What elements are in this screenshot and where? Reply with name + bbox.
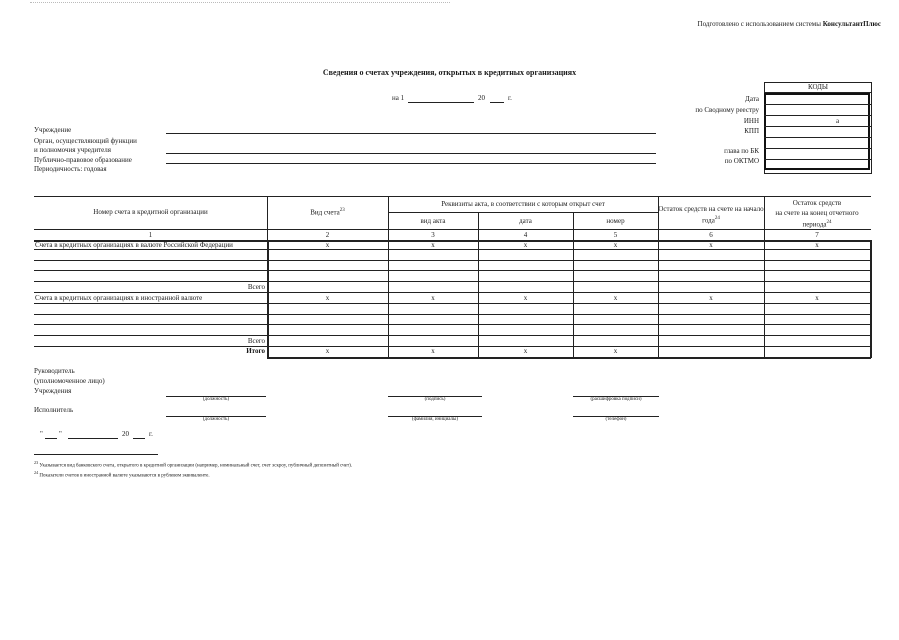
sig-date-quote-close: "	[59, 430, 62, 438]
sig-date-month-field[interactable]	[68, 438, 118, 439]
row-foreign-accounts-label: Счета в кредитных организациях в иностранной валюте	[35, 294, 203, 302]
sig-executor-label: Исполнитель	[34, 406, 74, 414]
footnote-23-mark: 23	[34, 460, 39, 465]
row-line-7	[34, 314, 871, 315]
row-foreign-x-col7: x	[815, 294, 819, 302]
col-number-7: 7	[815, 231, 819, 239]
col2-footnote-ref: 23	[339, 208, 345, 213]
row-foreign-x-col2: x	[325, 294, 330, 302]
row-rub-total-label: Всего	[247, 283, 265, 291]
row-line-2	[34, 260, 871, 261]
row-foreign-x-col5: x	[613, 294, 618, 302]
col-header-start-balance	[658, 205, 764, 225]
row-grand-x-col2: x	[325, 347, 330, 355]
table-subheader-divider	[388, 212, 658, 213]
col7-line1: Остаток средств	[792, 199, 842, 207]
row-rub-accounts-label: Счета в кредитных организациях в валюте Российской Федерации	[35, 241, 233, 249]
row-line-3	[34, 270, 871, 271]
footnote-23-text: Указывается вид банковского счета, открытого в кредитной организации (например, номинальный счет, счет эскроу, публичный депозитный счет).	[39, 463, 353, 469]
row-grand-x-col3: x	[431, 347, 435, 355]
col-number-2: 2	[325, 231, 330, 239]
col-number-4: 4	[523, 231, 528, 239]
date-prefix: на 1	[392, 94, 405, 102]
row-line-1	[34, 249, 871, 250]
date-line	[392, 94, 404, 102]
col-header-act-date: дата	[519, 217, 532, 225]
row-line-6	[34, 303, 871, 304]
field-organ-line[interactable]	[166, 153, 656, 154]
code-row-div-2	[764, 115, 872, 116]
col-header-account-type	[267, 208, 388, 216]
col7-line2: на счете на конец отчетного	[775, 209, 859, 217]
code-label-inn: ИНН	[743, 117, 759, 125]
col6-footnote-ref: 24	[714, 216, 720, 221]
row-grand-total-label: Итого	[246, 347, 265, 355]
row-rub-x-col7: x	[815, 241, 819, 249]
footnote-24-text: Показатели счетов в иностранной валюте указываются в рублевом эквиваленте.	[39, 473, 210, 479]
footnote-23	[34, 460, 352, 469]
code-label-kpp: КПП	[744, 127, 759, 135]
date-year: 20	[478, 94, 485, 102]
code-row-div-3	[764, 126, 872, 127]
row-rub-x-col3: x	[431, 241, 435, 249]
col-number-3: 3	[431, 231, 435, 239]
document-title: Сведения о счетах учреждения, открытых в кредитных организациях	[322, 68, 577, 77]
col7-line3: периода	[802, 220, 827, 229]
table-right-border	[870, 240, 872, 358]
code-label-budget-chapter: глава по БК	[724, 147, 759, 155]
code-row-div-6	[764, 159, 872, 160]
sig-caption-fio: (фамилия, инициалы)	[411, 417, 459, 422]
footnote-separator	[34, 454, 158, 455]
row-line-4	[34, 281, 871, 282]
row-line-5	[34, 292, 871, 293]
sig-caption-position: (должность)	[202, 397, 230, 402]
code-row-div-4	[764, 137, 872, 138]
field-organ-label-2: и полномочия учредителя	[34, 146, 111, 154]
col-header-act-type: вид акта	[420, 217, 446, 225]
code-label-registry: по Сводному реестру	[695, 106, 759, 114]
footnote-24	[34, 470, 210, 479]
top-border-dots	[30, 2, 450, 4]
field-public-entity-line[interactable]	[166, 163, 656, 164]
field-institution-line[interactable]	[166, 133, 656, 134]
col-header-act-number: номер	[606, 217, 625, 225]
col-number-5: 5	[613, 231, 618, 239]
sig-date-year-field[interactable]	[133, 438, 145, 439]
date-year-field[interactable]	[490, 102, 504, 103]
row-rub-x-col2: x	[325, 241, 330, 249]
footnote-24-mark: 24	[34, 470, 39, 475]
sig-date-quote-open: "	[40, 430, 43, 438]
code-label-oktmo: по ОКТМО	[724, 157, 759, 165]
sig-caption-position-2: (должность)	[202, 417, 230, 422]
row-foreign-total-label: Всего	[247, 337, 265, 345]
col6-text: Остаток средств на счете на начало года	[658, 205, 764, 225]
sig-head-label-3: Учреждения	[34, 387, 72, 395]
code-label-date: Дата	[745, 95, 759, 103]
row-line-9	[34, 335, 871, 336]
sig-head-label-1: Руководитель	[34, 367, 75, 375]
prepared-note	[698, 20, 881, 28]
row-rub-x-col4: x	[523, 241, 528, 249]
row-line-8	[34, 324, 871, 325]
sig-head-label-2: (уполномоченное лицо)	[34, 377, 105, 385]
sig-caption-signature: (подпись)	[424, 397, 446, 402]
row-foreign-x-col4: x	[523, 294, 528, 302]
date-day-month-field[interactable]	[408, 102, 474, 103]
sig-caption-decode: (расшифровка подписи)	[590, 397, 642, 402]
codes-header: КОДЫ	[807, 83, 829, 91]
prepared-text: Подготовлено с использованием системы	[697, 20, 821, 28]
row-rub-x-col6: x	[709, 241, 713, 249]
sig-caption-phone: (телефон)	[605, 417, 627, 422]
code-row-div-5	[764, 148, 872, 149]
col-number-1: 1	[148, 231, 153, 239]
code-row-div-1	[764, 104, 872, 105]
col2-text: Вид счета	[310, 208, 340, 217]
date-suffix: г.	[508, 94, 512, 102]
col-header-act-details: Реквизиты акта, в соответствии с которым открыт счет	[441, 200, 605, 208]
row-rub-x-col5: x	[613, 241, 618, 249]
table-top-border	[34, 196, 871, 197]
field-institution-label: Учреждение	[34, 126, 72, 134]
row-grand-x-col5: x	[613, 347, 618, 355]
col-header-account-number: Номер счета в кредитной организации	[93, 208, 208, 216]
table-body-bottom	[267, 357, 871, 359]
col7-footnote-ref: 24	[826, 220, 832, 225]
sig-date-year: 20	[122, 430, 129, 438]
col-number-6: 6	[709, 231, 713, 239]
field-organ-label-1: Орган, осуществляющий функции	[34, 137, 137, 145]
row-foreign-x-col6: x	[709, 294, 713, 302]
row-grand-x-col4: x	[523, 347, 528, 355]
sig-date-day-field[interactable]	[45, 438, 57, 439]
field-public-entity-label: Публично-правовое образование	[34, 156, 132, 164]
row-foreign-x-col3: x	[431, 294, 435, 302]
col-header-end-balance	[764, 198, 870, 229]
field-periodicity: Периодичность: годовая	[34, 165, 107, 173]
table-header-bottom	[34, 229, 871, 230]
sig-date-suffix: г.	[149, 430, 153, 438]
inn-mark: а	[836, 117, 840, 125]
brand-name: КонсультантПлюс	[822, 20, 881, 28]
